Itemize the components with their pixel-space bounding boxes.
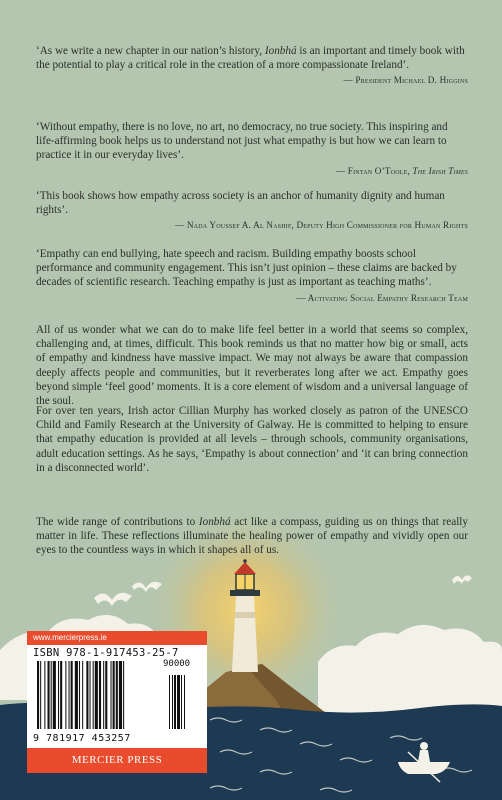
price-addon-number: 90000 <box>163 659 191 669</box>
lighthouse-tower <box>232 596 258 672</box>
quote-text: ‘This book shows how empathy across society is an anchor of humanity dignity and human rights’. <box>36 190 445 217</box>
bird-3 <box>452 575 472 584</box>
quote-higgins <box>36 44 468 88</box>
rower-head <box>420 742 428 750</box>
blurb-paragraph-3: The wide range of contributions to Ionbhá act like a compass, guiding us on things that really matter in life. These reflections illuminate the healing power of empathy and vividly open our eyes to the countless ways in which it shapes all of us. <box>36 516 469 557</box>
quote-text: ‘As we write a new chapter in our nation’s history, Ionbhá is an important and timely book with the potential to play a critical role in the creation of a more compassionate Ireland’. <box>36 45 465 72</box>
ean-barcode <box>35 661 185 731</box>
quote-research-team <box>36 247 468 305</box>
quote-attribution: — Fintan O’Toole, The Irish Times <box>335 165 468 176</box>
quote-otoole <box>36 120 468 178</box>
barcode-panel <box>27 631 207 773</box>
lighthouse-gallery <box>230 590 260 596</box>
quote-text: ‘Without empathy, there is no love, no art, no democracy, no true society. This inspiring and life-affirming book helps us to understand not just what empathy is but how we can learn to practice it in our everyday lives’. <box>36 121 448 162</box>
quote-attribution: — Activating Social Empathy Research Team <box>296 292 468 303</box>
blurb-paragraph-1: All of us wonder what we can do to make life feel better in a world that seems so complex, challenging and, at times, difficult. This book reminds us that no matter how big or small, acts of empathy and kindness have massive impact. We may not always be aware that compassion deeply affects people and communities, but it reverberates long after we act. Empathy goes beyond simple ‘feel good’ moments. It is a core element of wisdom and a universal language of the soul. <box>36 324 468 408</box>
rower-body <box>418 750 430 762</box>
quote-text: ‘Empathy can end bullying, hate speech and racism. Building empathy boosts school performance and community engagement. This isn’t just opinion – these claims are backed by decades of scientific research. Teaching empathy is just as important as teaching maths’. <box>36 248 457 289</box>
publisher-website: www.mercierpress.ie <box>27 631 207 645</box>
lighthouse-band <box>235 612 255 618</box>
ean-number: 9 781917 453257 <box>33 733 131 744</box>
quote-attribution: — President Michael D. Higgins <box>343 75 468 86</box>
bird-1 <box>94 593 132 606</box>
quote-attribution: — Nada Youssef A. Al Nashif, Deputy High Commissioner for Human Rights <box>174 220 468 231</box>
isbn-label: ISBN 978-1-917453-25-7 <box>33 647 179 659</box>
quote-al-nashif <box>36 189 468 233</box>
publisher-name: MERCIER PRESS <box>27 748 207 773</box>
blurb-paragraph-2: For over ten years, Irish actor Cillian Murphy has worked closely as patron of the UNESCO Child and Family Research at the University of Galway. He is committed to helping to ensure that empathy education is provided at all levels – through schools, community organisations, adult education settings. As he says, ‘Empathy is about connection’ and ‘it can bring connection in a disconnected world’. <box>36 405 468 474</box>
